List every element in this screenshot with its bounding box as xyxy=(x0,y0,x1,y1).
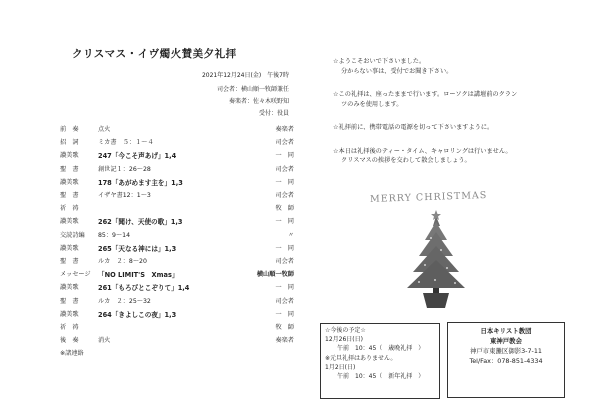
church-address: 神戸市東灘区御影3-7-11 xyxy=(469,347,542,355)
program-item-leader: 牧 師 xyxy=(275,205,294,213)
program-item-leader: 司会者 xyxy=(275,165,294,173)
program-item-label: 讃美歌 xyxy=(60,284,79,292)
program-row xyxy=(60,348,294,359)
program-row xyxy=(60,256,294,267)
program-item-detail: イザヤ書12：1～3 xyxy=(98,192,151,199)
program-item-label: 前 奏 xyxy=(60,126,79,133)
program-item-leader: 一 同 xyxy=(275,244,294,252)
notice-seated: ☆この礼拝は、座ったままで行います。ローソクは講壇前のクラン xyxy=(333,91,518,98)
program-item-label: 聖 書 xyxy=(60,192,79,199)
program-item-detail: 178「あがめます主を」1,3 xyxy=(98,178,183,187)
program-row xyxy=(60,150,294,161)
program-item-leader: 司会者 xyxy=(275,139,294,147)
program-row xyxy=(60,203,294,214)
program-item-detail: 265「天なる神には」1,3 xyxy=(98,244,177,253)
notices xyxy=(333,57,563,180)
program-item-leader: 一 同 xyxy=(275,218,294,226)
presider-line: 司会者：横山順一牧師兼任 xyxy=(216,86,289,93)
program-row xyxy=(60,124,294,135)
notice-phone: ☆礼拝前に、携帯電話の電源を切って下さいますように。 xyxy=(333,124,494,131)
program-item-detail: 261「もろびとこぞりて」1,4 xyxy=(98,284,190,293)
program-item-detail: 「NO LIMIT'S Xmas」 xyxy=(98,271,179,280)
program-item-label: 聖 書 xyxy=(60,258,79,265)
program-item-label: 讃美歌 xyxy=(60,152,79,160)
program-row xyxy=(60,164,294,175)
program-item-label: 招 詞 xyxy=(60,139,79,147)
program-item-detail: 85：9～14 xyxy=(98,231,131,239)
program-item-label: 讃美歌 xyxy=(60,244,79,252)
program-item-leader: 〃 xyxy=(287,231,294,239)
program-row xyxy=(60,322,294,333)
program-item-detail: 247「今こそ声あげ」1,4 xyxy=(98,152,177,161)
program-item-label: 祈 祷 xyxy=(60,205,79,213)
church-info-box xyxy=(447,322,565,398)
program-item-detail: 創世記１：26～28 xyxy=(98,165,151,173)
upcoming-schedule-box xyxy=(320,323,440,399)
program-item-leader: 司会者 xyxy=(275,192,294,199)
program-item-leader: 横山順一牧師 xyxy=(256,271,294,279)
program-item-detail: ミカ書 ５：１～４ xyxy=(98,139,154,147)
christmas-tree-illustration xyxy=(395,210,477,310)
service-date: 2021年12月24日(金) 午後7時 xyxy=(201,72,289,79)
program-row xyxy=(60,137,294,148)
program-row xyxy=(60,190,294,201)
program-row xyxy=(60,216,294,227)
program-row xyxy=(60,296,294,307)
program-item-label: 後 奏 xyxy=(60,337,79,345)
program-row xyxy=(60,282,294,293)
merry-christmas-lettering: MERRY CHRISTMAS xyxy=(369,189,488,206)
schedule-time-2: 午前 10：45（ 新年礼拝 ） xyxy=(337,373,425,381)
accompanist-line: 奏楽者：佐々木咲野知 xyxy=(228,98,289,105)
program-row xyxy=(60,269,294,280)
program-item-detail: ルカ ２：25～32 xyxy=(98,297,151,305)
program-item-label: 交読詩編 xyxy=(60,231,85,239)
program-item-leader: 牧 師 xyxy=(275,324,294,331)
schedule-date-2: 1月2日(日) xyxy=(325,363,356,371)
notice-tea: ☆本日は礼拝後のティー・タイム、キャロリングは行いません。 xyxy=(333,147,512,155)
program-item-leader: 奏楽者 xyxy=(275,337,294,345)
schedule-time-1: 午前 10：45（ 歳晩礼拝 ） xyxy=(337,345,425,353)
program-item-label: 聖 書 xyxy=(60,165,79,173)
program-row xyxy=(60,230,294,241)
schedule-date-1: 12月26日(日) xyxy=(325,336,363,344)
service-title: クリスマス・イヴ燭火賛美夕礼拝 xyxy=(72,48,237,60)
program-item-detail: ルカ ２：8～20 xyxy=(98,258,147,265)
notice-welcome: ☆ようこそおいで下さいました。 xyxy=(333,58,426,65)
notice-tea-sub: クリスマスの挨拶を交わして散会しましょう。 xyxy=(341,157,471,164)
program-item-label: 讃美歌 xyxy=(60,218,79,226)
program-item-leader: 一 同 xyxy=(275,284,294,292)
program-item-leader: 一 同 xyxy=(275,178,294,186)
program-item-detail: 消火 xyxy=(98,337,111,345)
program-row xyxy=(60,243,294,254)
program-item-leader: 司会者 xyxy=(275,297,294,305)
program-item-label: ※諸連絡 xyxy=(60,350,84,358)
notice-welcome-sub: 分からない事は、受付でお聞き下さい。 xyxy=(341,67,453,75)
program-item-label: 讃美歌 xyxy=(60,310,79,318)
program-row xyxy=(60,177,294,188)
church-tel: Tel/Fax：078-851-4334 xyxy=(469,357,543,365)
program-item-leader: 奏楽者 xyxy=(275,126,294,133)
program-row xyxy=(60,309,294,320)
program-item-label: 聖 書 xyxy=(60,297,79,305)
program-item-detail: 262「聞け、天使の歌」1,3 xyxy=(98,218,183,227)
reception-line: 受付：役員 xyxy=(258,110,289,117)
church-name: 東神戸教会 xyxy=(490,337,522,345)
program-item-leader: 一 同 xyxy=(275,152,294,160)
program-item-label: 讃美歌 xyxy=(60,178,79,186)
program-item-label: メッセージ xyxy=(60,271,91,279)
schedule-heading: ☆今後の予定☆ xyxy=(325,327,366,334)
program-item-detail: 点火 xyxy=(98,126,111,133)
program-item-label: 祈 祷 xyxy=(60,324,79,331)
program-item-leader: 司会者 xyxy=(275,258,294,265)
program-item-detail: 264「きよしこの夜」1,3 xyxy=(98,310,177,319)
program-row xyxy=(60,335,294,346)
schedule-note: ※元旦礼拝はありません。 xyxy=(325,354,397,362)
notice-seated-sub: ツのみを使用します。 xyxy=(341,100,403,108)
program-item-leader: 一 同 xyxy=(275,310,294,318)
church-denomination: 日本キリスト教団 xyxy=(480,327,532,335)
